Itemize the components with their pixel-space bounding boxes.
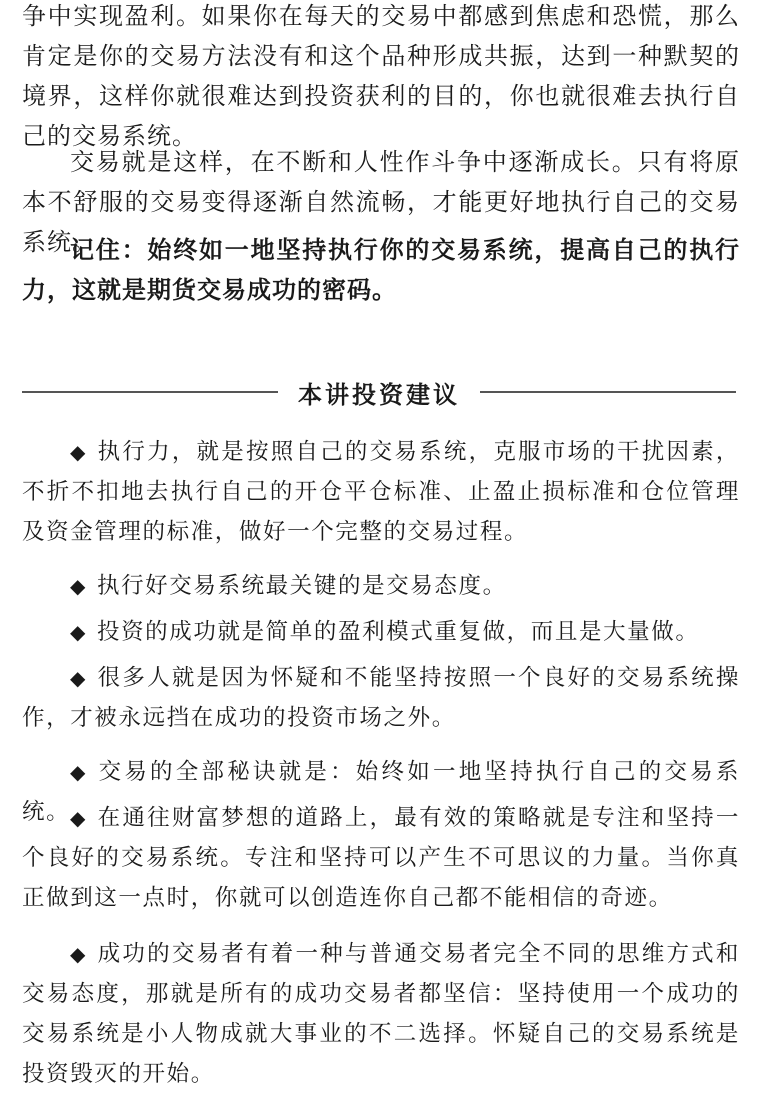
section-title: 本讲投资建议 <box>298 380 460 409</box>
bullet-text: 很多人就是因为怀疑和不能坚持按照一个良好的交易系统操作，才被永远挡在成功的投资市场之外。 <box>22 665 741 731</box>
bullet-text: 在通往财富梦想的道路上，最有效的策略就是专注和坚持一个良好的交易系统。专注和坚持可以产生不可思议的力量。当你真正做到这一点时，你就可以创造连你自己都不能相信的奇迹。 <box>22 805 741 911</box>
bullet-text: 执行力，就是按照自己的交易系统，克服市场的干扰因素，不折不扣地去执行自己的开仓平仓标准、止盈止损标准和仓位管理及资金管理的标准，做好一个完整的交易过程。 <box>22 439 741 545</box>
bullet-item <box>22 612 740 652</box>
bullet-text: 交易的全部秘诀就是：始终如一地坚持执行自己的交易系统。 <box>22 759 740 825</box>
diamond-bullet-icon: ◆ <box>70 942 88 966</box>
bullet-item <box>22 798 740 918</box>
bullet-item <box>22 658 740 738</box>
bullet-item <box>22 566 740 606</box>
diamond-bullet-icon: ◆ <box>70 620 87 644</box>
diamond-bullet-icon: ◆ <box>70 760 89 784</box>
bullet-item <box>22 934 740 1094</box>
diamond-bullet-icon: ◆ <box>70 806 88 830</box>
bullet-text: 执行好交易系统最关键的是交易态度。 <box>96 573 507 599</box>
diamond-bullet-icon: ◆ <box>70 666 88 690</box>
bullet-text: 投资的成功就是简单的盈利模式重复做，而且是大量做。 <box>96 619 700 645</box>
bullet-item <box>22 432 740 552</box>
paragraph-growth: 交易就是这样，在不断和人性作斗争中逐渐成长。只有将原本不舒服的交易变得逐渐自然流畅，才能更好地执行自己的交易系统。 <box>22 148 740 256</box>
diamond-bullet-icon: ◆ <box>70 440 88 464</box>
bullet-text: 成功的交易者有着一种与普通交易者完全不同的思维方式和交易态度，那就是所有的成功交易者都坚信：坚持使用一个成功的交易系统是小人物成就大事业的不二选择。怀疑自己的交易系统是投资毁灭的开始。 <box>22 941 741 1087</box>
section-heading-row <box>22 374 736 410</box>
diamond-bullet-icon: ◆ <box>70 574 87 598</box>
paragraph-key-point: 记住：始终如一地坚持执行你的交易系统，提高自己的执行力，这就是期货交易成功的密码。 <box>22 236 740 304</box>
paragraph-continuation: 争中实现盈利。如果你在每天的交易中都感到焦虑和恐慌，那么肯定是你的交易方法没有和这个品种形成共振，达到一种默契的境界，这样你就很难达到投资获利的目的，你也就很难去执行自己的交易系统。 <box>22 2 740 150</box>
heading-rule-right <box>480 391 736 393</box>
heading-rule-left <box>22 391 278 393</box>
